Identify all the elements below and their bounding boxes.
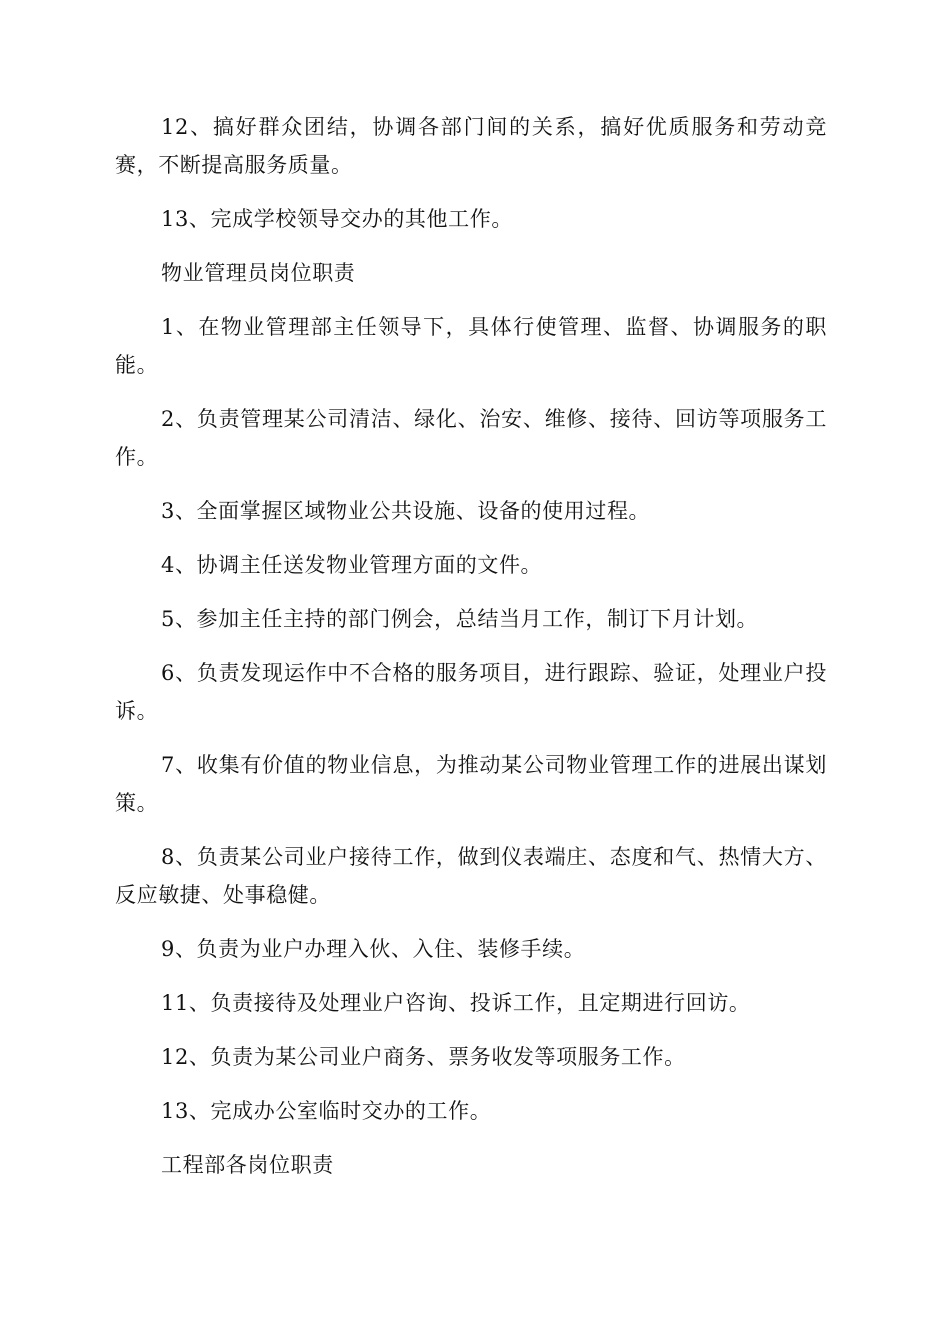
section-heading-engineering: 工程部各岗位职责 <box>161 1153 334 1177</box>
paragraph-item-7: 7、收集有价值的物业信息，为推动某公司物业管理工作的进展出谋划策。 <box>115 753 827 815</box>
paragraph-item-13-school-tasks: 13、完成学校领导交办的其他工作。 <box>161 207 513 231</box>
paragraph-item-3: 3、全面掌握区域物业公共设施、设备的使用过程。 <box>161 499 651 523</box>
paragraph-item-4: 4、协调主任送发物业管理方面的文件。 <box>161 553 543 577</box>
section-heading-property-manager: 物业管理员岗位职责 <box>161 261 356 285</box>
paragraph-item-8: 8、负责某公司业户接待工作，做到仪表端庄、态度和气、热情大方、反应敏捷、处事稳健。 <box>115 845 827 907</box>
document-body <box>115 108 827 1200</box>
paragraph-item-9: 9、负责为业户办理入伙、入住、装修手续。 <box>161 937 586 961</box>
paragraph-item-13: 13、完成办公室临时交办的工作。 <box>161 1099 492 1123</box>
paragraph-item-6: 6、负责发现运作中不合格的服务项目，进行跟踪、验证，处理业户投诉。 <box>115 661 827 723</box>
paragraph-item-5: 5、参加主任主持的部门例会，总结当月工作，制订下月计划。 <box>161 607 759 631</box>
paragraph-item-1: 1、在物业管理部主任领导下，具体行使管理、监督、协调服务的职能。 <box>115 315 827 377</box>
paragraph-item-12: 12、负责为某公司业户商务、票务收发等项服务工作。 <box>161 1045 686 1069</box>
paragraph-item-2: 2、负责管理某公司清洁、绿化、治安、维修、接待、回访等项服务工作。 <box>115 407 827 469</box>
paragraph-item-12-unity: 12、搞好群众团结，协调各部门间的关系，搞好优质服务和劳动竞赛，不断提高服务质量。 <box>115 115 827 177</box>
paragraph-item-11: 11、负责接待及处理业户咨询、投诉工作，且定期进行回访。 <box>161 991 751 1015</box>
